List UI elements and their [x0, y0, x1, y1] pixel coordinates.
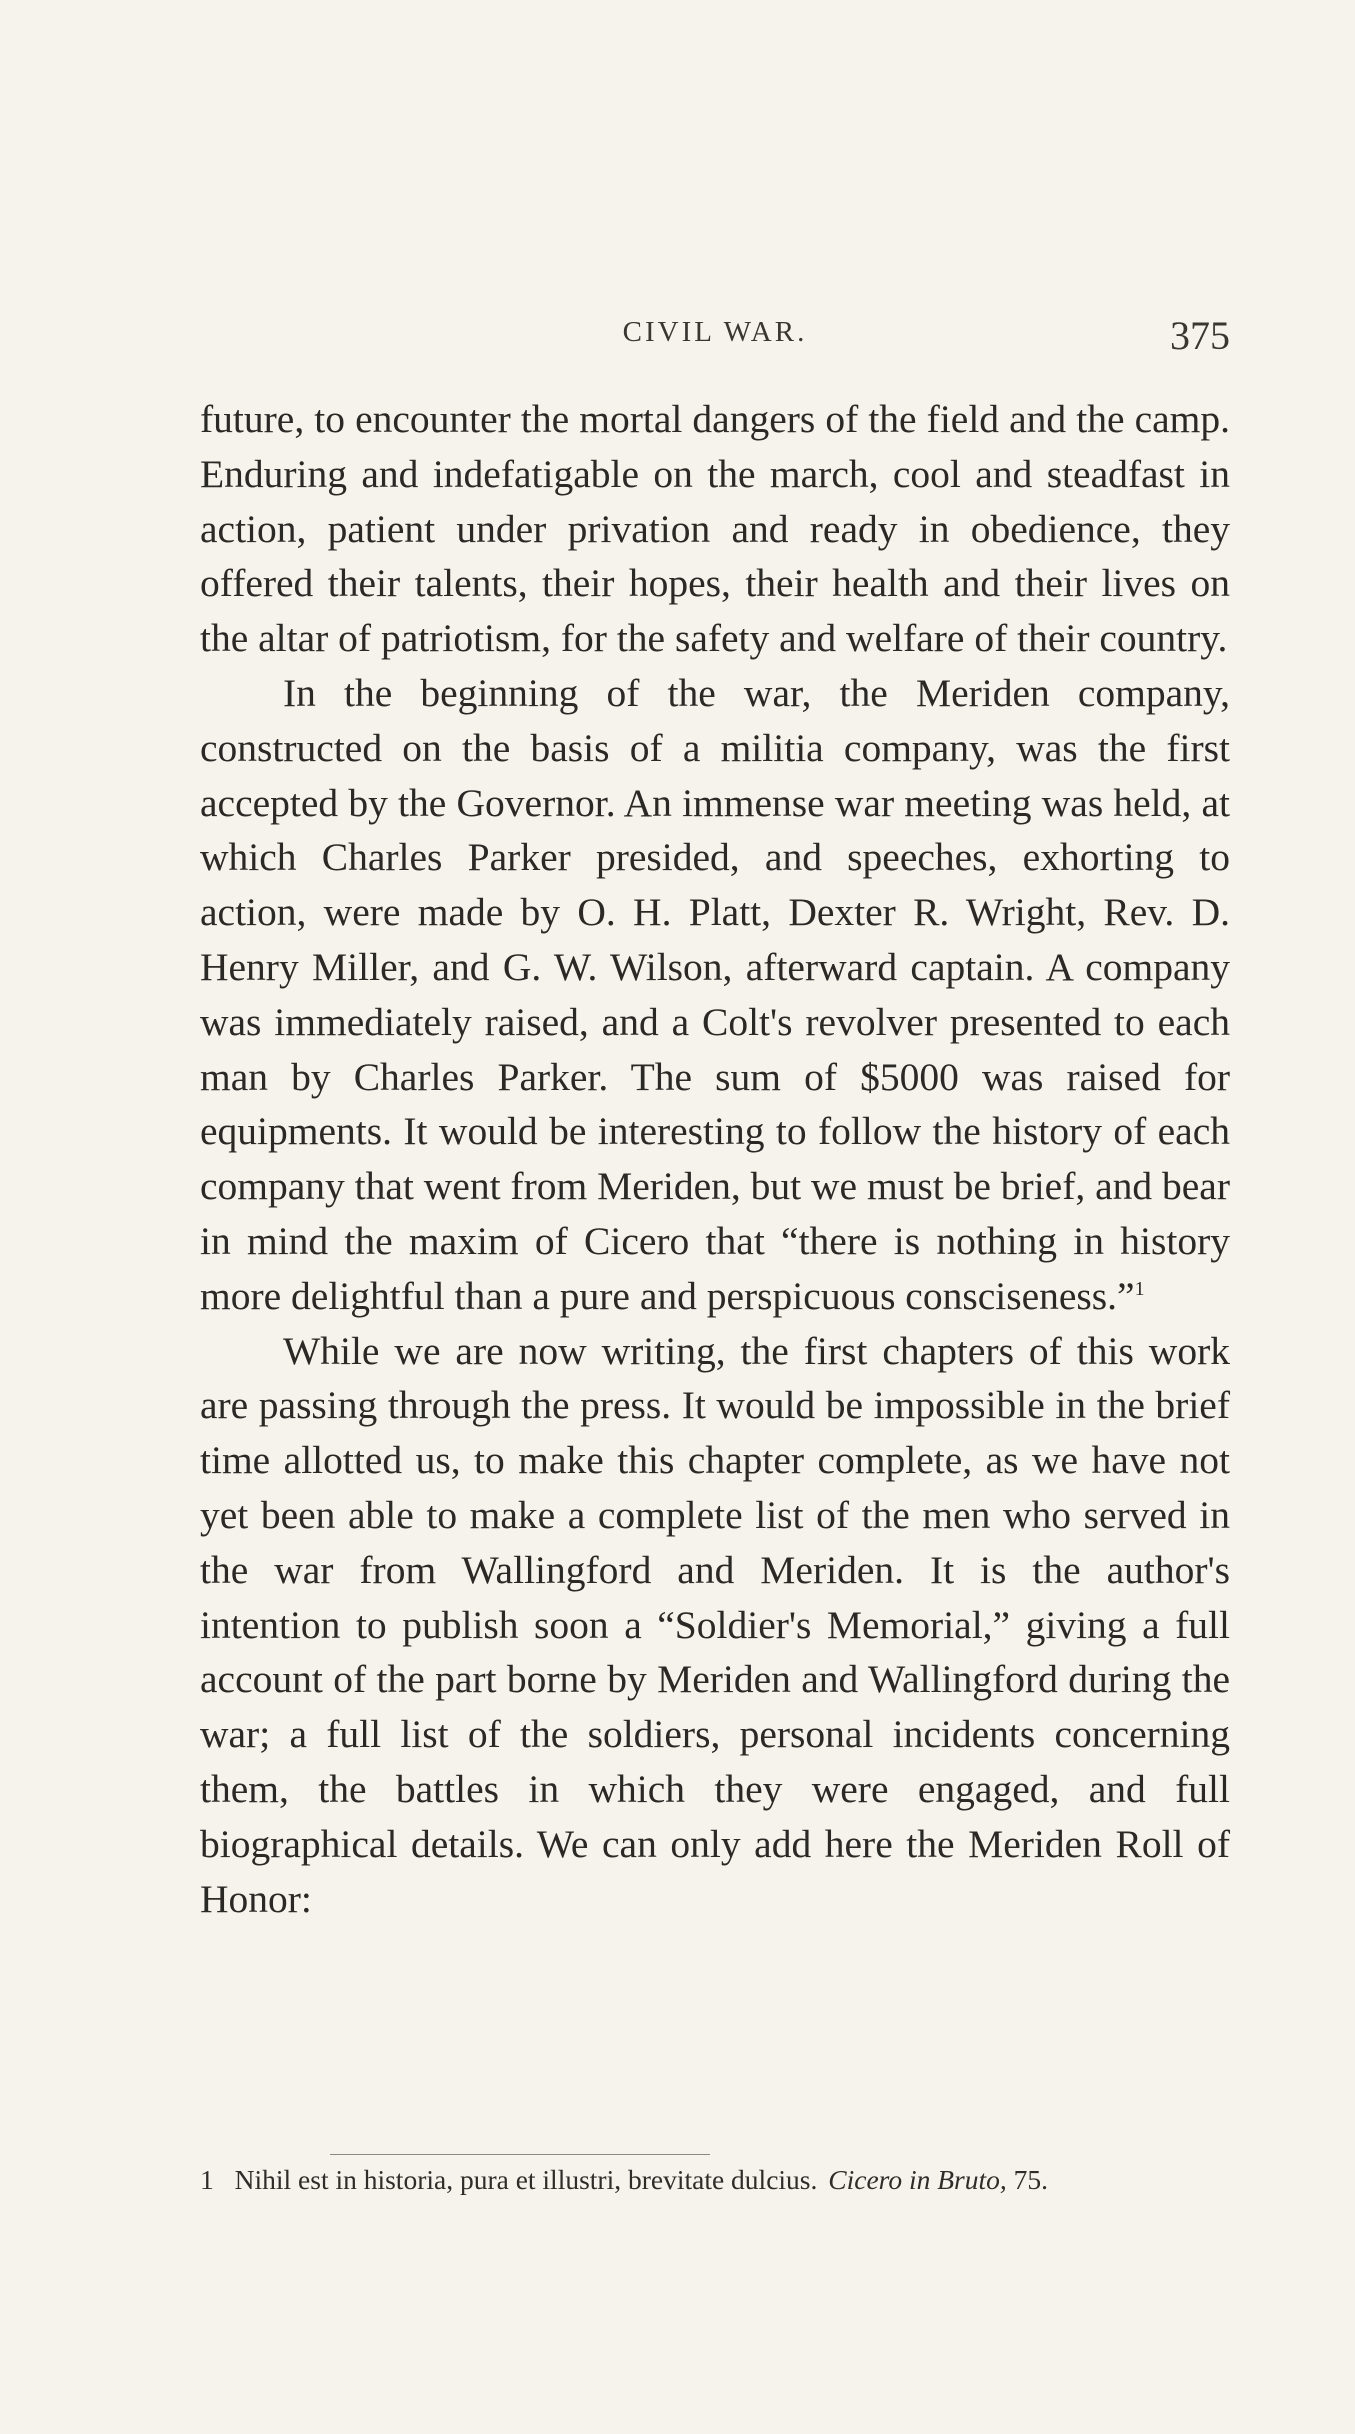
body-text	[200, 392, 1230, 1926]
footnote-text: Nihil est in historia, pura et illustri, brevitate dulcius.	[234, 2164, 818, 2195]
footnote	[200, 2162, 1240, 2198]
paragraph-text: In the beginning of the war, the Meriden company, constructed on the basis of a militia company, was the first accepted by the Governor. An immense war meeting was held, at which Charles Parker presided, and speeches, exhorting to action, were made by O. H. Platt, Dexter R. Wright, Rev. D. Henry Miller, and G. W. Wilson, afterward captain. A company was immediately raised, and a Colt's revolver presented to each man by Charles Parker. The sum of $5000 was raised for equipments. It would be interesting to follow the history of each company that went from Meriden, but we must be brief, and bear in mind the maxim of Cicero that “there is nothing in history more delightful than a pure and perspicuous consciseness.”	[200, 670, 1230, 1318]
footnote-divider	[330, 2154, 710, 2155]
page-number: 375	[1170, 313, 1230, 358]
paragraph-continued	[200, 392, 1230, 666]
chapter-title: CIVIL WAR.	[622, 316, 808, 348]
footnote-number: 1	[200, 2164, 214, 2195]
paragraph-text: While we are now writing, the first chapters of this work are passing through the press. It would be impossible in the brief time allotted us, to make this chapter complete, as we have not yet been able to make a complete list of the men who served in the war from Wallingford and Meriden. It is the author's intention to publish soon a “Soldier's Memorial,” giving a full account of the part borne by Meriden and Wallingford during the war; a full list of the soldiers, personal incidents concerning them, the battles in which they were engaged, and full biographical details. We can only add here the Meriden Roll of Honor:	[200, 1328, 1230, 1921]
paragraph-meriden-company	[200, 666, 1230, 1324]
paragraph-roll-of-honor	[200, 1324, 1230, 1927]
footnote-reference: 1	[1134, 1277, 1145, 1300]
footnote-citation: Cicero in Bruto,	[828, 2164, 1007, 2195]
footnote-page: 75.	[1013, 2164, 1048, 2195]
running-head	[200, 312, 1230, 382]
paragraph-text: future, to encounter the mortal dangers of the field and the camp. Enduring and indefatigable on the march, cool and steadfast in action, patient under privation and ready in obedience, they offered their talents, their hopes, their health and their lives on the altar of patriotism, for the safety and welfare of their country.	[200, 397, 1230, 661]
